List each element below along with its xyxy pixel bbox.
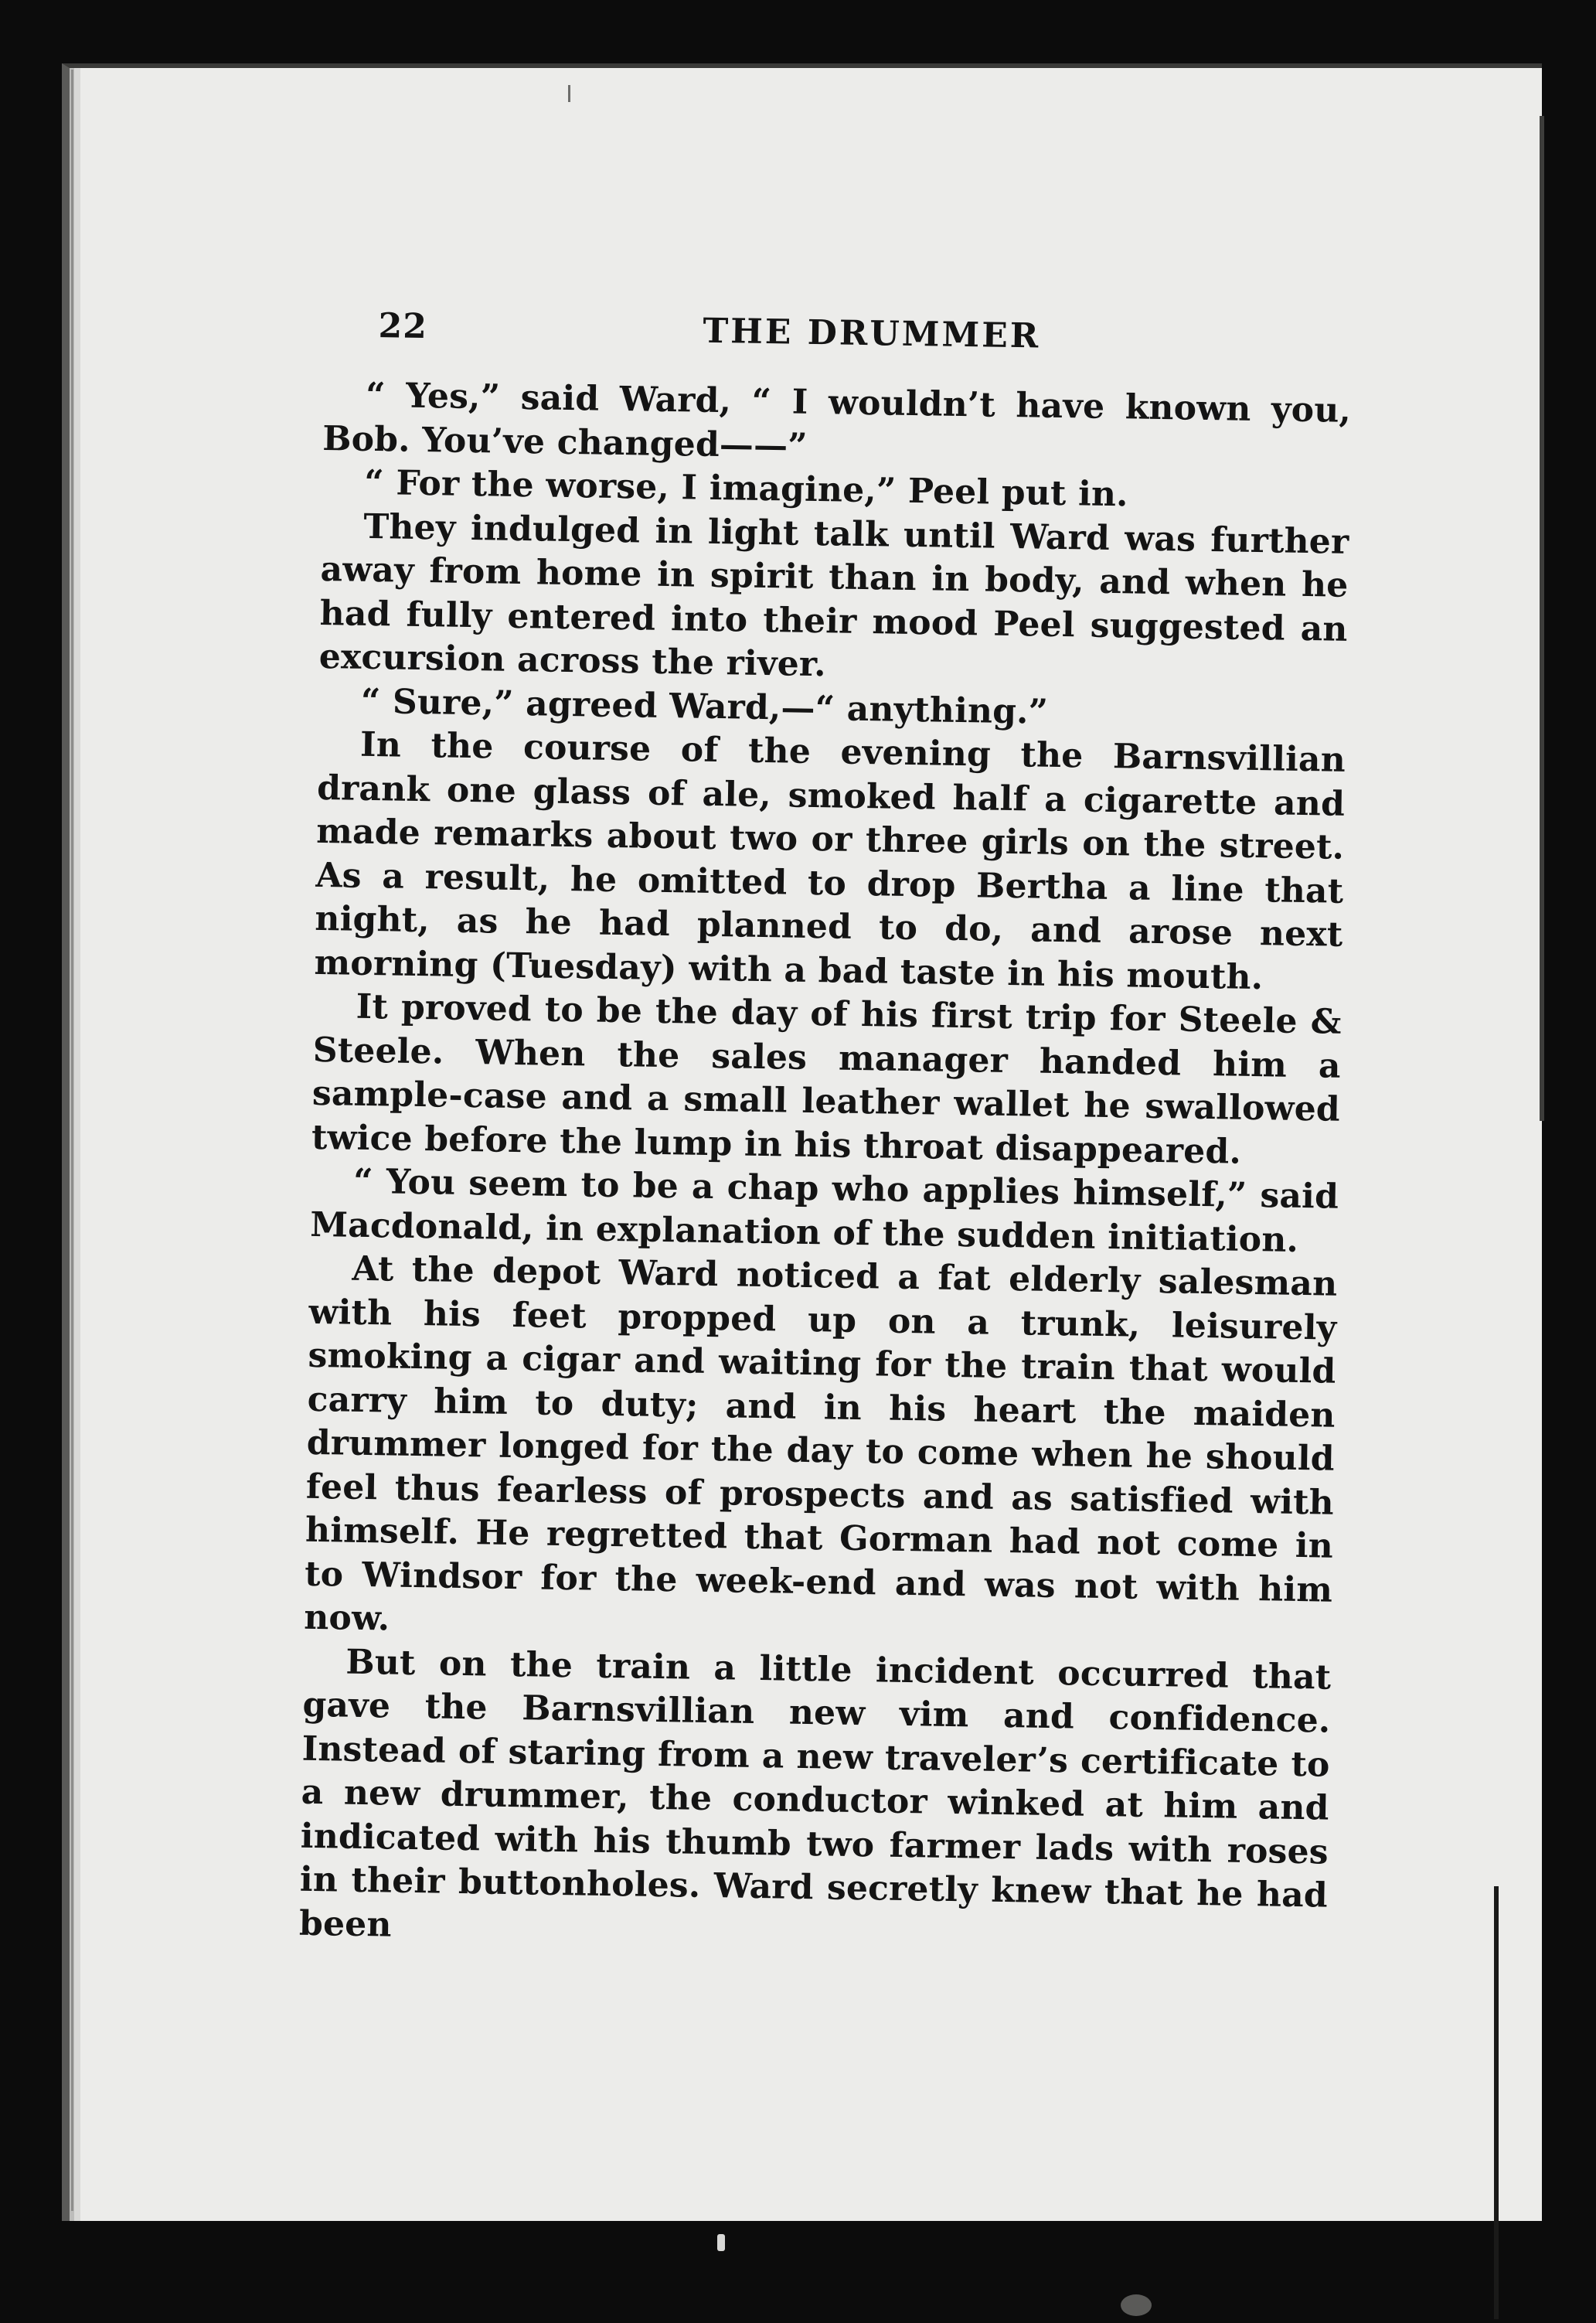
paragraph: In the course of the evening the Barnsvillian drank one glass of ale, smoked half a cigarette and made remarks about two or three girls on the street. As a result, he omitted to drop Bertha a line that night, as he had planned to do, and arose next morning (Tuesday) with a bad taste in his mouth. [314, 724, 1346, 997]
paragraph: It proved to be the day of his first trip for Steele & Steele. When the sales manager handed him a sample-case and a small leather wallet he swallowed twice before the lump in his throat disappeared. [311, 986, 1342, 1172]
page-text [299, 305, 1353, 1962]
next-page-edge-lower [1494, 1886, 1499, 2319]
paragraph: “ For the worse, I imagine,” Peel put in. [364, 462, 1129, 515]
page-number: 22 [378, 306, 428, 347]
next-page-edge [1540, 116, 1544, 1121]
paragraph: “ You seem to be a chap who applies himself,” said Macdonald, in explanation of the sudden initiation. [309, 1161, 1339, 1260]
scan-speck [717, 2234, 725, 2251]
running-title: THE DRUMMER [703, 311, 1041, 356]
page-edge-line [71, 70, 73, 2211]
paragraph: At the depot Ward noticed a fat elderly salesman with his feet propped up on a trunk, leisurely smoking a cigar and waiting for the train that would carry him to duty; and in his heart the maiden drummer longed for the day to come when he should feel thus fearless of prospects and as satisfied with himself. He regretted that Gorman had not come in to Windsor for the week-end and was not with him now. [303, 1248, 1338, 1639]
paragraph: “ Sure,” agreed Ward,—“ anything.” [360, 681, 1049, 732]
paragraph: “ Yes,” said Ward, “ I wouldn’t have known you, Bob. You’ve changed——” [322, 375, 1352, 466]
paragraph: They indulged in light talk until Ward was further away from home in spirit than in body, and when he had fully entered into their mood Peel suggested an excursion across the river. [318, 506, 1349, 685]
scan-blot [1121, 2294, 1152, 2316]
scan-mark [568, 85, 570, 102]
paragraph: But on the train a little incident occurred that gave the Barnsvillian new vim and confidence. Instead of staring from a new traveler’s certificate to a new drummer, the conductor winked at him and indicated with his thumb two farmer lads with roses in their buttonholes. Ward secretly knew that he had been [298, 1642, 1332, 1945]
